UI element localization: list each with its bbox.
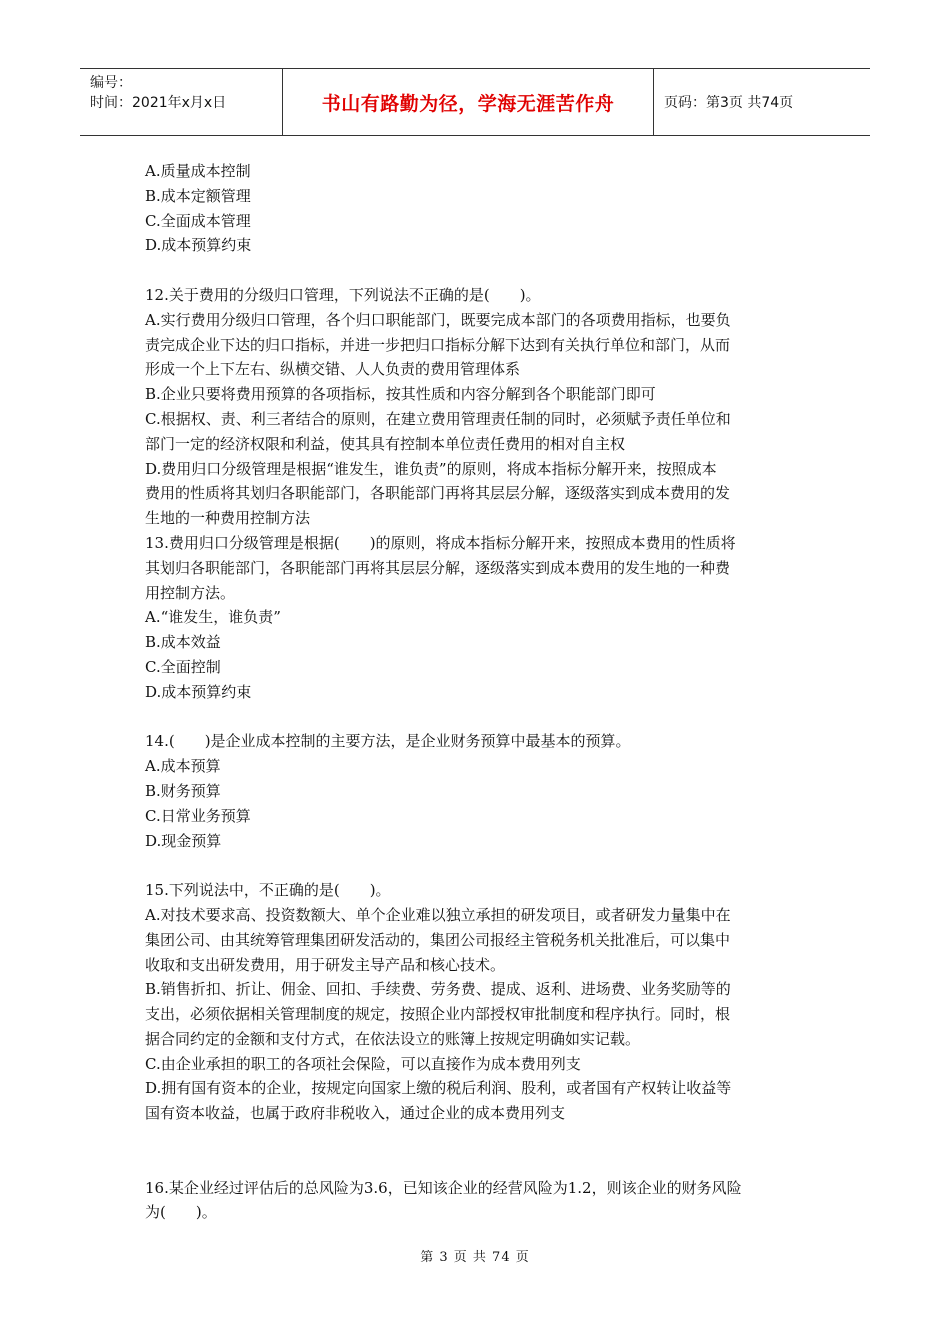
question-line: 其划归各职能部门，各职能部门再将其层层分解，逐级落实到成本费用的发生地的一种费 xyxy=(145,558,731,577)
question-14 xyxy=(145,729,810,853)
page-footer xyxy=(0,1246,950,1265)
question-line: 15.下列说法中，不正确的是( )。 xyxy=(145,881,391,900)
question-15 xyxy=(145,878,810,1126)
question-11-options xyxy=(145,159,810,258)
question-line: 用控制方法。 xyxy=(145,583,236,602)
question-line: B.企业只要将费用预算的各项指标，按其性质和内容分解到各个职能部门即可 xyxy=(145,385,656,404)
question-line: B.销售折扣、折让、佣金、回扣、手续费、劳务费、提成、返利、进场费、业务奖励等的 xyxy=(145,980,731,999)
question-line: 为( )。 xyxy=(145,1203,217,1222)
question-line: C.根据权、责、利三者结合的原则，在建立费用管理责任制的同时，必须赋予责任单位和 xyxy=(145,409,731,428)
option-line: B.成本定额管理 xyxy=(145,186,251,205)
footer-page-number: 第 3 页 共 74 页 xyxy=(420,1250,530,1265)
date-label: 时间：2021年x月x日 xyxy=(90,95,227,111)
question-line: 收取和支出研发费用，用于研发主导产品和核心技术。 xyxy=(145,955,506,974)
question-12 xyxy=(145,283,810,531)
option-line: C.全面控制 xyxy=(145,657,221,676)
option-line: A.质量成本控制 xyxy=(145,162,251,180)
question-line: 集团公司、由其统筹管理集团研发活动的，集团公司报经主管税务机关批准后，可以集中 xyxy=(145,930,731,949)
question-line: 16.某企业经过评估后的总风险为3.6，已知该企业的经营风险为1.2，则该企业的财务风险 xyxy=(145,1178,742,1197)
page-number-cell xyxy=(654,69,870,135)
number-label: 编号： xyxy=(90,75,132,91)
option-line: C.全面成本管理 xyxy=(145,211,251,230)
question-line: 部门一定的经济权限和利益，使其具有控制本单位责任费用的相对自主权 xyxy=(145,434,626,453)
option-line: D.成本预算约束 xyxy=(145,236,252,255)
question-line: 12.关于费用的分级归口管理，下列说法不正确的是( )。 xyxy=(145,285,541,304)
option-line: A.“谁发生，谁负责” xyxy=(145,608,281,627)
question-line: 形成一个上下左右、纵横交错、人人负责的费用管理体系 xyxy=(145,360,521,379)
motto-text: 书山有路勤为径，学海无涯苦作舟 xyxy=(321,92,615,115)
header-meta-cell xyxy=(80,69,282,135)
option-line: D.现金预算 xyxy=(145,831,222,850)
option-line: B.财务预算 xyxy=(145,781,221,800)
question-13 xyxy=(145,531,810,705)
option-line: A.成本预算 xyxy=(145,757,221,776)
question-line: D.拥有国有资本的企业，按规定向国家上缴的税后利润、股利，或者国有产权转让收益等 xyxy=(145,1079,732,1098)
question-line: A.实行费用分级归口管理，各个归口职能部门，既要完成本部门的各项费用指标，也要负 xyxy=(145,310,731,329)
question-line: 14.( )是企业成本控制的主要方法，是企业财务预算中最基本的预算。 xyxy=(145,732,631,751)
question-line: C.由企业承担的职工的各项社会保险，可以直接作为成本费用列支 xyxy=(145,1054,581,1073)
question-line: 费用的性质将其划归各职能部门，各职能部门再将其层层分解，逐级落实到成本费用的发 xyxy=(145,484,731,503)
question-line: 责完成企业下达的归口指标，并进一步把归口指标分解下达到有关执行单位和部门，从而 xyxy=(145,335,731,354)
page-label: 页码：第3页 共74页 xyxy=(664,95,794,111)
document-header xyxy=(80,68,870,136)
question-line: 支出，必须依据相关管理制度的规定，按照企业内部授权审批制度和程序执行。同时，根 xyxy=(145,1005,731,1024)
document-body xyxy=(145,159,810,1225)
option-line: B.成本效益 xyxy=(145,633,221,652)
question-16 xyxy=(145,1176,810,1226)
question-line: 国有资本收益，也属于政府非税收入，通过企业的成本费用列支 xyxy=(145,1104,566,1123)
question-line: D.费用归口分级管理是根据“谁发生，谁负责”的原则，将成本指标分解开来，按照成本 xyxy=(145,459,717,478)
question-line: 生地的一种费用控制方法 xyxy=(145,509,311,528)
question-line: 13.费用归口分级管理是根据( )的原则，将成本指标分解开来，按照成本费用的性质将 xyxy=(145,533,736,552)
question-line: 据合同约定的金额和支付方式，在依法设立的账簿上按规定明确如实记载。 xyxy=(145,1029,641,1048)
question-line: A.对技术要求高、投资数额大、单个企业难以独立承担的研发项目，或者研发力量集中在 xyxy=(145,905,731,924)
option-line: C.日常业务预算 xyxy=(145,806,251,825)
motto-cell xyxy=(282,69,654,135)
option-line: D.成本预算约束 xyxy=(145,682,252,701)
